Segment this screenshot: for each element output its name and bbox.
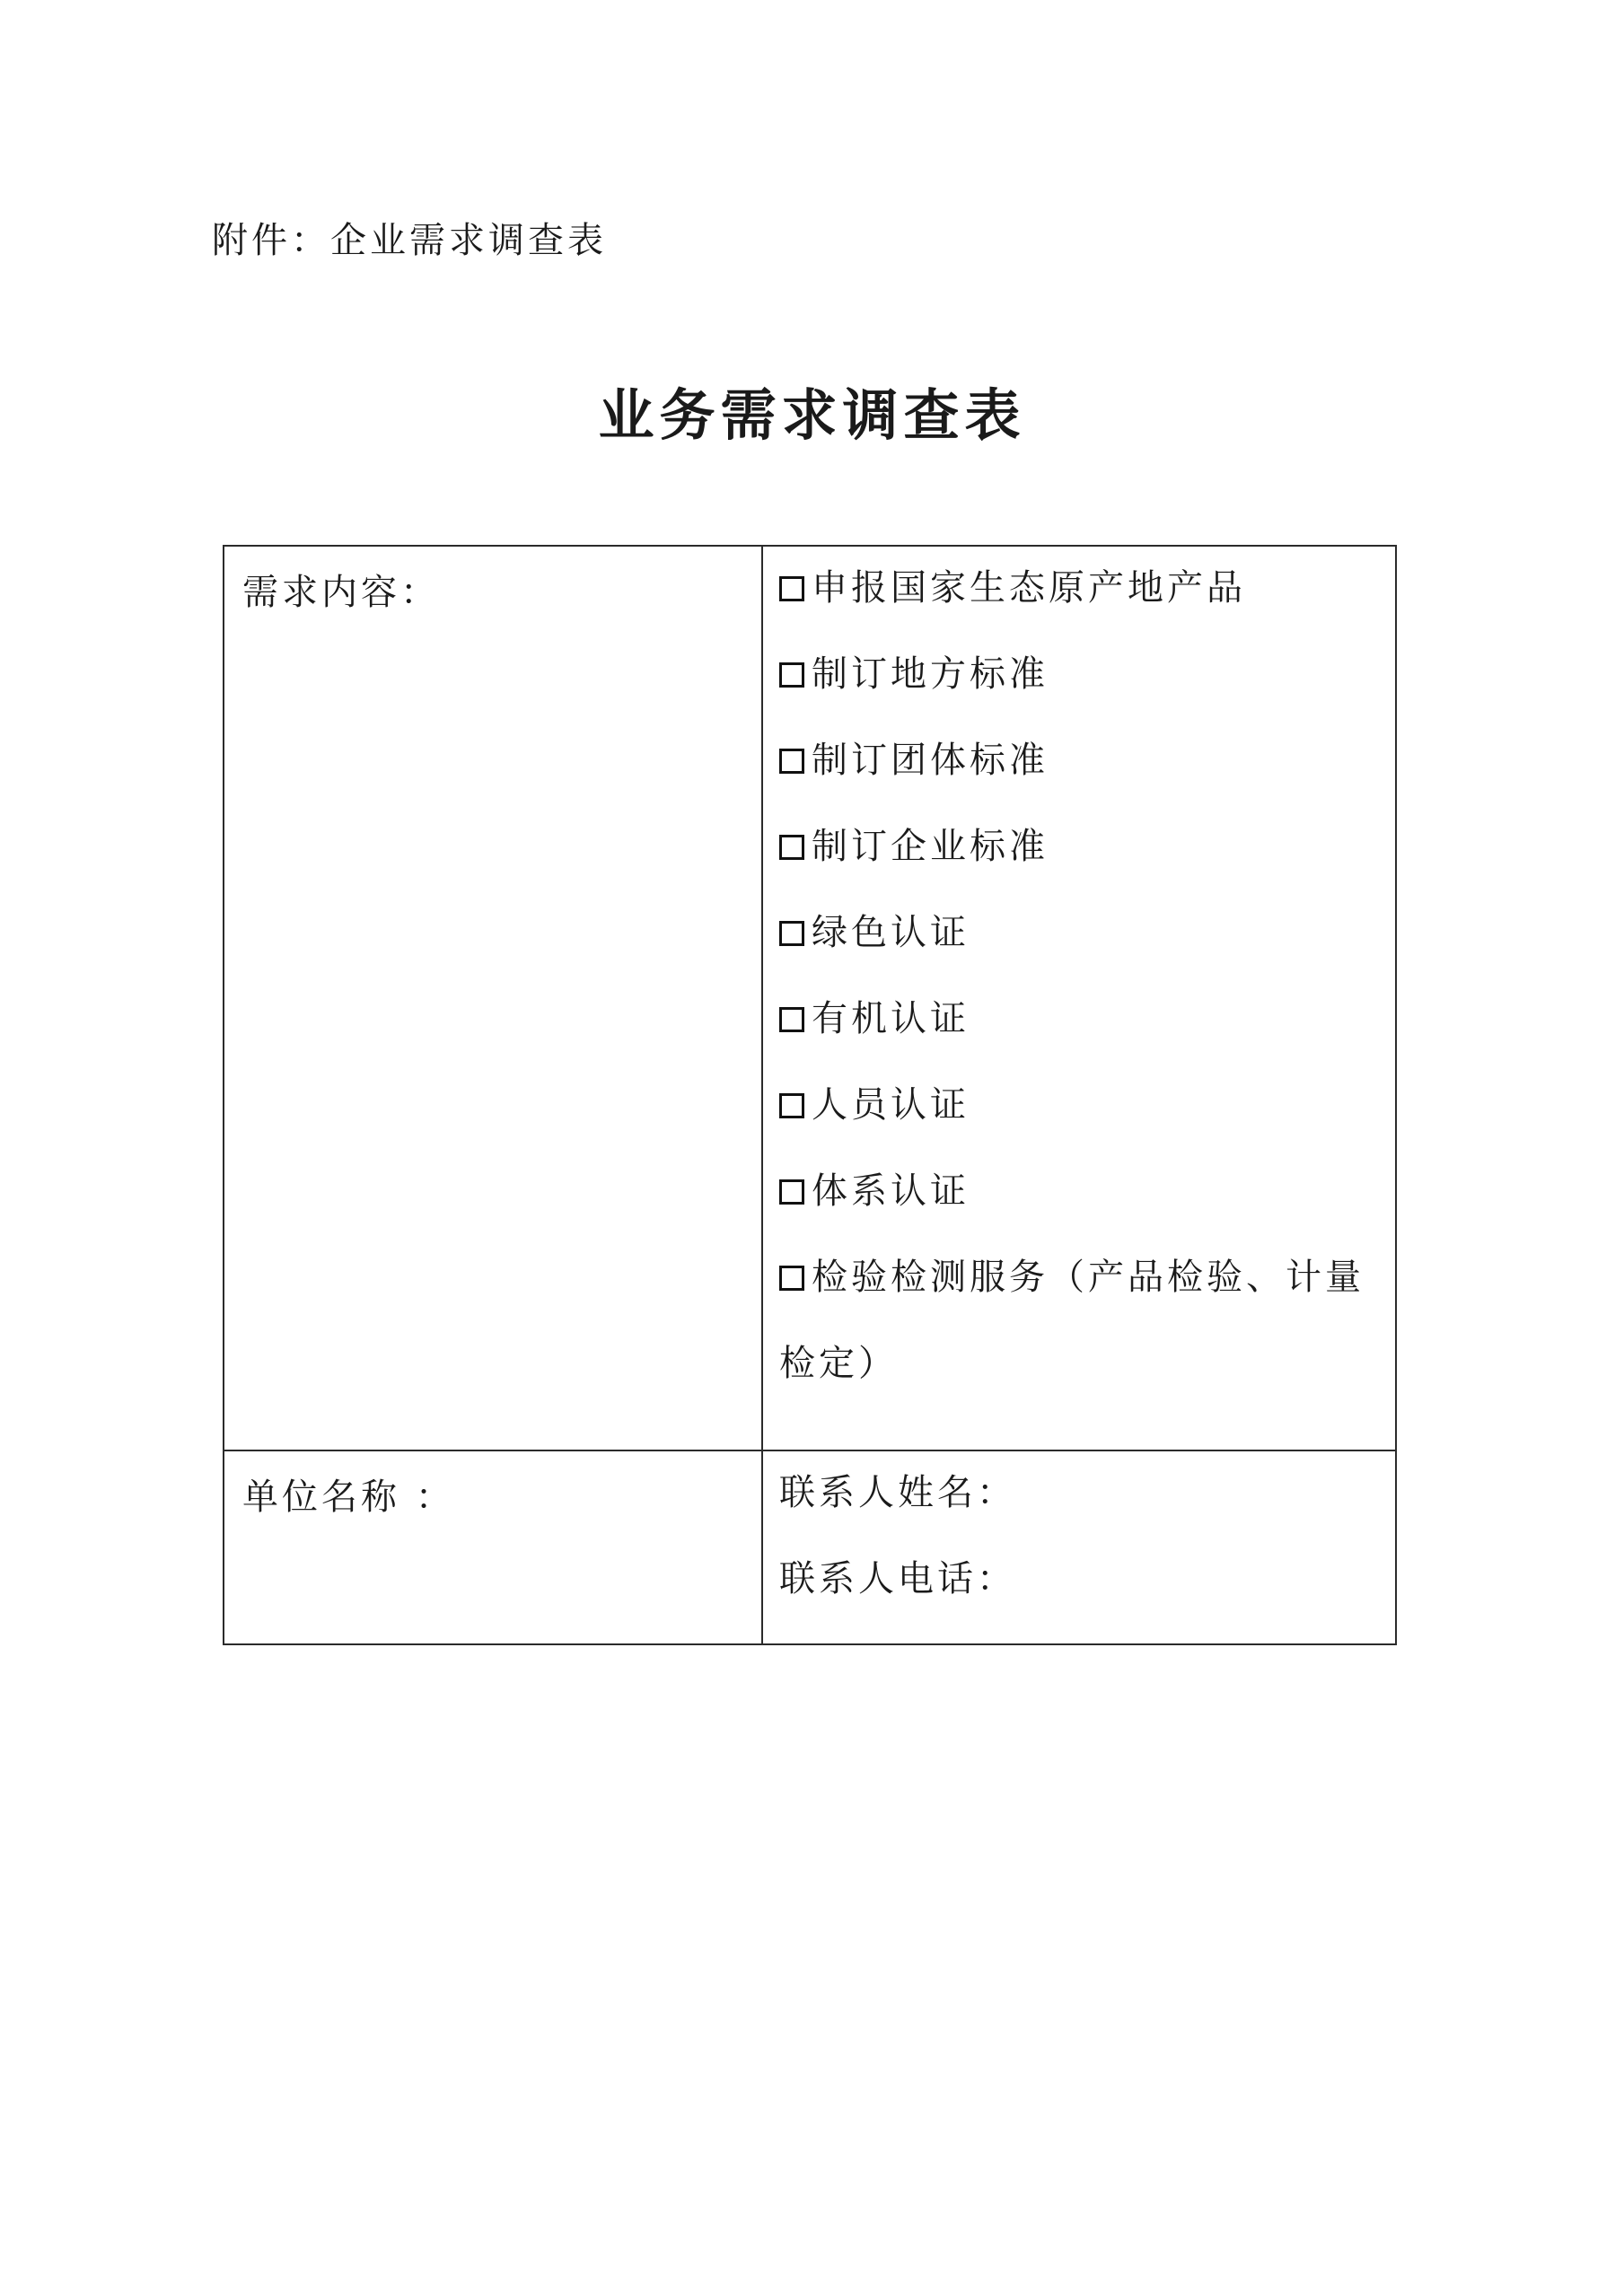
checkbox-icon[interactable] (779, 749, 804, 774)
contact-info-cell[interactable] (762, 1450, 1396, 1644)
option-green-certification[interactable] (779, 911, 1383, 954)
option-label: 制订团体标准 (812, 740, 1049, 781)
option-label: 有机认证 (812, 998, 970, 1039)
option-label: 申报国家生态原产地产品 (812, 567, 1246, 609)
checkbox-icon[interactable] (779, 1093, 804, 1118)
option-personnel-certification[interactable] (779, 1083, 1383, 1126)
demand-label-cell (224, 546, 762, 1450)
demand-row (224, 546, 1396, 1450)
contact-row (224, 1450, 1396, 1644)
contact-name-label: 联系人姓名： (779, 1472, 1016, 1513)
demand-option-list (779, 566, 1383, 1407)
option-label: 绿色认证 (812, 912, 970, 953)
option-label: 人员认证 (812, 1084, 970, 1126)
option-group-standard[interactable] (779, 739, 1383, 782)
attachment-label: 附件：企业需求调查表 (212, 220, 607, 261)
option-label: 制订地方标准 (812, 653, 1049, 695)
contact-phone-label: 联系人电话： (779, 1558, 1016, 1599)
demand-content-label: 需求内容： (242, 572, 440, 613)
unit-name-cell[interactable] (224, 1450, 762, 1644)
survey-table (223, 545, 1397, 1645)
checkbox-icon[interactable] (779, 576, 804, 601)
option-national-eco-origin[interactable] (779, 566, 1383, 609)
checkbox-icon[interactable] (779, 1179, 804, 1205)
option-inspection-testing[interactable] (779, 1234, 1383, 1407)
checkbox-icon[interactable] (779, 921, 804, 946)
unit-name-label: 单位名称 ： (242, 1477, 455, 1518)
option-enterprise-standard[interactable] (779, 825, 1383, 868)
document-title: 业务需求调查表 (598, 382, 1026, 448)
checkbox-icon[interactable] (779, 662, 804, 688)
checkbox-icon[interactable] (779, 1266, 804, 1291)
demand-options-cell (762, 546, 1396, 1450)
option-local-standard[interactable] (779, 653, 1383, 696)
option-system-certification[interactable] (779, 1170, 1383, 1213)
option-label: 体系认证 (812, 1170, 970, 1212)
option-label: 检验检测服务（产品检验、计量检定） (779, 1257, 1365, 1384)
option-label: 制订企业标准 (812, 826, 1049, 867)
checkbox-icon[interactable] (779, 835, 804, 860)
checkbox-icon[interactable] (779, 1007, 804, 1032)
option-organic-certification[interactable] (779, 997, 1383, 1040)
